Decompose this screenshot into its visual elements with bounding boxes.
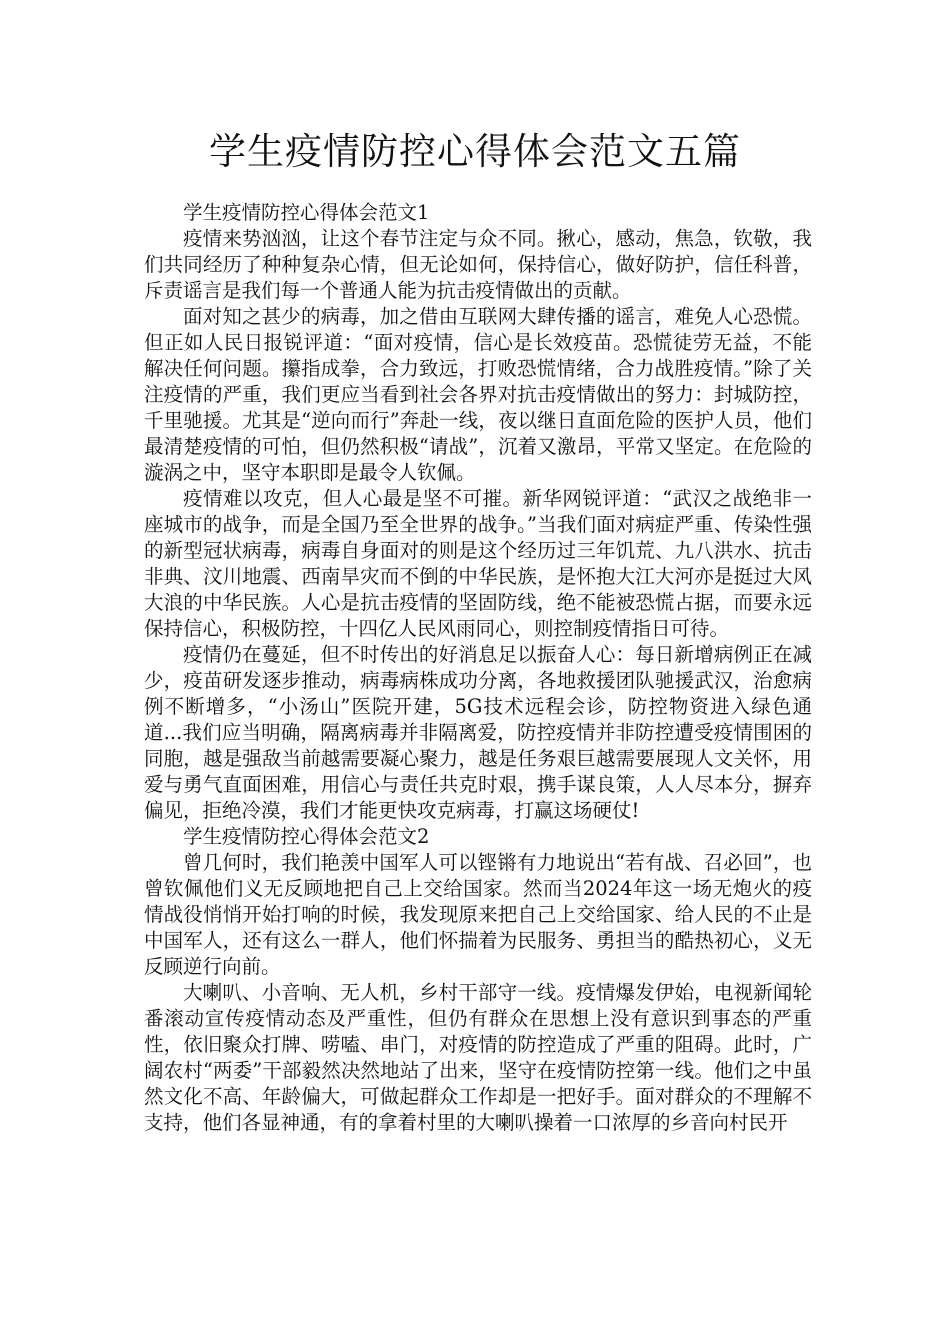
section-heading: 学生疫情防控心得体会范文1 (183, 201, 430, 224)
paragraph: 面对知之甚少的病毒，加之借由互联网大肆传播的谣言，难免人心恐慌。但正如人民日报锐评道：“面对疫情，信心是长效疫苗。恐慌徒劳无益，不能解决任何问题。攥指成拳，合力致远，打败恐慌情绪，合力战胜疫情。”除了关注疫情的严重，我们更应当看到社会各界对抗击疫情做出的努力：封城防控，千里驰援。尤其是“逆向而行”奔赴一线，夜以继日直面危险的医护人员，他们最清楚疫情的可怕，但仍然积极“请战”，沉着又激昂，平常又坚定。在危险的漩涡之中，坚守本职即是最令人钦佩。 (144, 305, 812, 484)
paragraph: 疫情来势汹汹，让这个春节注定与众不同。揪心，感动，焦急，钦敬，我们共同经历了种种复杂心情，但无论如何，保持信心，做好防护，信任科普，斥责谣言是我们每一个普通人能为抗击疫情做出的贡献。 (144, 227, 812, 302)
paragraph: 疫情仍在蔓延，但不时传出的好消息足以振奋人心：每日新增病例正在减少，疫苗研发逐步推动，病毒病株成功分离，各地救援团队驰援武汉，治愈病例不断增多，“小汤山”医院开建，5G技术远程会诊，防控物资进入绿色通道...我们应当明确，隔离病毒并非隔离爱，防控疫情并非防控遭受疫情围困的同胞，越是强敌当前越需要凝心聚力，越是任务艰巨越需要展现人文关怀，用爱与勇气直面困难，用信心与责任共克时艰，携手谋良策，人人尽本分，摒弃偏见，拒绝冷漠，我们才能更快攻克病毒，打赢这场硬仗! (144, 643, 812, 822)
paragraph: 大喇叭、小音响、无人机，乡村干部守一线。疫情爆发伊始，电视新闻轮番滚动宣传疫情动态及严重性，但仍有群众在思想上没有意识到事态的严重性，依旧聚众打牌、唠嗑、串门，对疫情的防控造成了严重的阻碍。此时，广阔农村“两委”干部毅然决然地站了出来，坚守在疫情防控第一线。他们之中虽然文化不高、年龄偏大，可做起群众工作却是一把好手。面对群众的不理解不支持，他们各显神通，有的拿着村里的大喇叭操着一口浓厚的乡音向村民开 (144, 981, 812, 1134)
document-body (144, 200, 812, 1136)
document-title: 学生疫情防控心得体会范文五篇 (209, 130, 741, 173)
paragraph: 疫情难以攻克，但人心最是坚不可摧。新华网锐评道：“武汉之战绝非一座城市的战争，而是全国乃至全世界的战争。”当我们面对病症严重、传染性强的新型冠状病毒，病毒自身面对的则是这个经历过三年饥荒、九八洪水、抗击非典、汶川地震、西南旱灾而不倒的中华民族，是怀抱大江大河亦是挺过大风大浪的中华民族。人心是抗击疫情的坚固防线，绝不能被恐慌占据，而要永远保持信心，积极防控，十四亿人民风雨同心，则控制疫情指日可待。 (144, 487, 812, 640)
paragraph: 曾几何时，我们艳羡中国军人可以铿锵有力地说出“若有战、召必回”，也曾钦佩他们义无反顾地把自己上交给国家。然而当2024年这一场无炮火的疫情战役悄悄开始打响的时候，我发现原来把自己上交给国家、给人民的不止是中国军人，还有这么一群人，他们怀揣着为民服务、勇担当的酷热初心，义无反顾逆行向前。 (144, 851, 812, 978)
section-heading: 学生疫情防控心得体会范文2 (183, 825, 430, 848)
